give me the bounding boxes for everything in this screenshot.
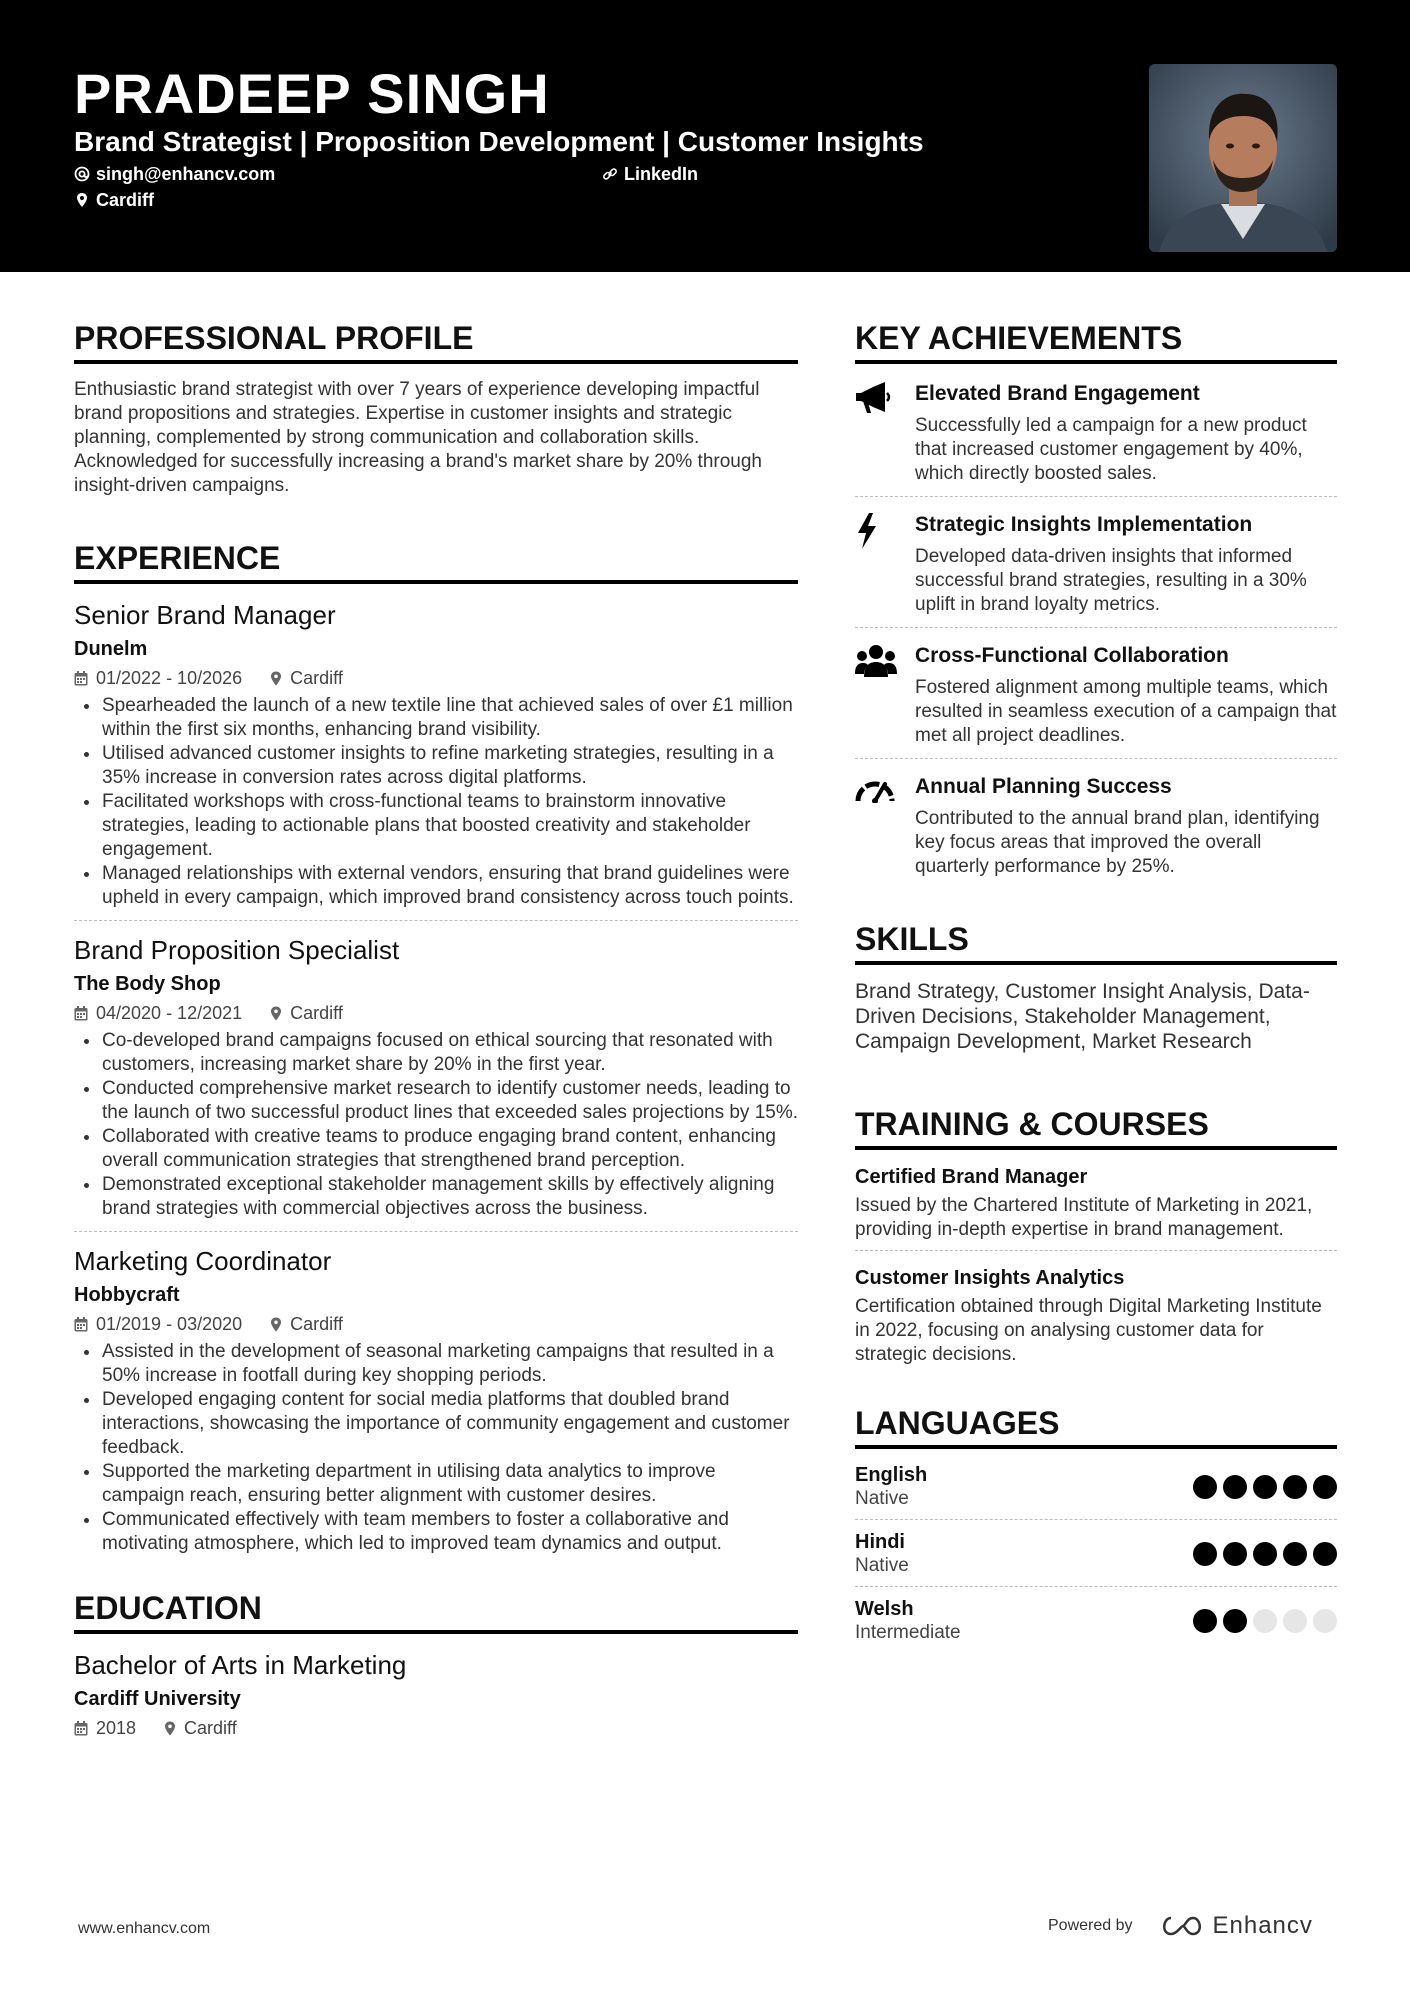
language-level: Intermediate (855, 1622, 961, 1643)
rating-dot-filled (1253, 1475, 1277, 1499)
rating-dot-filled (1253, 1542, 1277, 1566)
education-heading: EDUCATION (74, 1588, 798, 1634)
rating-dot-filled (1223, 1542, 1247, 1566)
megaphone-icon (855, 382, 891, 414)
language-rating (1187, 1542, 1337, 1566)
profile-section (74, 318, 798, 498)
resume-header (0, 0, 1410, 272)
achievement-desc: Fostered alignment among multiple teams, which resulted in seamless execution of a campaign that met all project deadlines. (915, 677, 1337, 746)
lightning-icon (855, 513, 879, 549)
achievement-desc: Successfully led a campaign for a new product that increased customer engagement by 40%, which directly boosted sales. (915, 415, 1307, 484)
footer-website[interactable]: www.enhancv.com (78, 1920, 211, 1937)
achievement-item (855, 378, 1337, 497)
course-desc: Issued by the Chartered Institute of Marketing in 2021, providing in-depth expertise in brand management. (855, 1195, 1313, 1240)
language-level: Native (855, 1555, 909, 1576)
right-column (855, 318, 1337, 1663)
email-contact[interactable] (74, 162, 275, 186)
job-role: Marketing Coordinator (74, 1246, 332, 1276)
job-dates (74, 1001, 242, 1025)
rating-dot-empty (1253, 1609, 1277, 1633)
job-role: Brand Proposition Specialist (74, 935, 400, 965)
calendar-icon (74, 1006, 88, 1021)
job-entry (74, 598, 798, 921)
job-bullet: Managed relationships with external vendors, ensuring that brand guidelines were upheld in every campaign, which improved brand consistency across touch points. (74, 862, 798, 910)
job-meta (74, 1001, 798, 1025)
education-location (164, 1716, 237, 1740)
location-pin-icon (270, 1317, 282, 1332)
enhancv-logo-icon (1159, 1914, 1205, 1938)
job-bullet: Developed engaging content for social media platforms that doubled brand interactions, showcasing the importance of community engagement and customer feedback. (74, 1388, 798, 1460)
language-name: English (855, 1464, 928, 1486)
language-info (855, 1463, 927, 1511)
achievement-title: Strategic Insights Implementation (915, 513, 1253, 536)
candidate-name: PRADEEP SINGH (74, 62, 550, 125)
skills-text: Brand Strategy, Customer Insight Analysis, Data-Driven Decisions, Stakeholder Management, Campaign Development, Market Research (855, 980, 1310, 1053)
rating-dot-filled (1223, 1475, 1247, 1499)
job-meta (74, 666, 798, 690)
language-info (855, 1530, 909, 1578)
training-heading: TRAINING & COURSES (855, 1104, 1337, 1150)
job-entry (74, 933, 798, 1232)
at-icon (74, 166, 90, 182)
language-name: Welsh (855, 1598, 914, 1620)
job-bullet: Spearheaded the launch of a new textile line that achieved sales of over £1 million within the first six months, enhancing brand visibility. (74, 694, 798, 742)
job-location (270, 1312, 343, 1336)
language-name: Hindi (855, 1531, 905, 1553)
users-icon (855, 644, 897, 678)
job-bullet: Assisted in the development of seasonal marketing campaigns that resulted in a 50% increase in footfall during key shopping periods. (74, 1340, 798, 1388)
location-pin-icon (74, 192, 90, 208)
profile-text: Enthusiastic brand strategist with over 7 years of experience developing impactful brand propositions and strategies. Expertise in customer insights and strategic planning, complemented by strong communication and collaboration skills. Acknowledged for successfully increasing a brand's market share by 20% through insight-driven campaigns. (74, 379, 762, 496)
achievement-title: Elevated Brand Engagement (915, 382, 1200, 405)
achievement-desc: Developed data-driven insights that informed successful brand strategies, resulting in a 30% uplift in brand loyalty metrics. (915, 546, 1307, 615)
job-company: Dunelm (74, 638, 148, 660)
education-year-text: 2018 (96, 1718, 137, 1738)
achievement-icon-wrap (855, 511, 915, 617)
job-location-text: Cardiff (290, 1314, 343, 1334)
languages-section (855, 1403, 1337, 1653)
languages-heading: LANGUAGES (855, 1403, 1337, 1449)
location-pin-icon (270, 671, 282, 686)
achievement-icon-wrap (855, 642, 915, 748)
job-dates (74, 666, 242, 690)
course-title: Certified Brand Manager (855, 1166, 1088, 1188)
location-contact (74, 188, 154, 212)
rating-dot-empty (1313, 1609, 1337, 1633)
language-item (855, 1597, 1337, 1653)
experience-heading: EXPERIENCE (74, 538, 798, 584)
job-dates-text: 01/2022 - 10/2026 (96, 668, 243, 688)
training-section (855, 1104, 1337, 1375)
course-item (855, 1164, 1337, 1251)
achievement-body (915, 511, 1337, 617)
rating-dot-filled (1283, 1475, 1307, 1499)
location-pin-icon (164, 1721, 176, 1736)
email-text: singh@enhancv.com (96, 164, 276, 184)
experience-section (74, 538, 798, 1566)
job-location-text: Cardiff (290, 668, 343, 688)
profile-heading: PROFESSIONAL PROFILE (74, 318, 798, 364)
job-bullet: Supported the marketing department in utilising data analytics to improve campaign reach, ensuring better alignment with customer desires. (74, 1460, 798, 1508)
candidate-title: Brand Strategist | Proposition Development | Customer Insights (74, 126, 924, 157)
footer-branding (1048, 1912, 1313, 1940)
job-company: Hobbycraft (74, 1284, 180, 1306)
job-location (270, 666, 343, 690)
linkedin-text: LinkedIn (624, 164, 699, 184)
education-location-text: Cardiff (184, 1718, 237, 1738)
job-bullet: Conducted comprehensive market research to identify customer needs, leading to the launch of two successful product lines that exceeded sales projections by 15%. (74, 1077, 798, 1125)
calendar-icon (74, 1317, 88, 1332)
course-title: Customer Insights Analytics (855, 1267, 1125, 1289)
job-bullets (74, 1029, 798, 1221)
education-section (74, 1588, 798, 1740)
job-company: The Body Shop (74, 973, 221, 995)
rating-dot-filled (1283, 1542, 1307, 1566)
education-year (74, 1716, 136, 1740)
link-icon (602, 166, 618, 182)
achievement-desc: Contributed to the annual brand plan, identifying key focus areas that improved the overall quarterly performance by 25%. (915, 808, 1320, 877)
job-bullet: Collaborated with creative teams to produce engaging brand content, enhancing overall communication strategies that strengthened brand perception. (74, 1125, 798, 1173)
language-info (855, 1597, 961, 1645)
rating-dot-filled (1313, 1475, 1337, 1499)
location-text: Cardiff (96, 190, 154, 210)
job-dates (74, 1312, 242, 1336)
rating-dot-filled (1223, 1609, 1247, 1633)
job-bullet: Demonstrated exceptional stakeholder management skills by effectively aligning brand strategies with commercial objectives across the business. (74, 1173, 798, 1221)
achievements-section (855, 318, 1337, 889)
linkedin-link[interactable] (602, 162, 698, 186)
powered-by-text: Powered by (1048, 1917, 1133, 1934)
course-item (855, 1265, 1337, 1375)
language-level: Native (855, 1488, 909, 1509)
rating-dot-filled (1193, 1475, 1217, 1499)
achievement-icon-wrap (855, 773, 915, 879)
calendar-icon (74, 1721, 88, 1736)
job-meta (74, 1312, 798, 1336)
achievement-body (915, 773, 1337, 879)
achievement-body (915, 642, 1337, 748)
language-rating (1187, 1609, 1337, 1633)
course-desc: Certification obtained through Digital Marketing Institute in 2022, focusing on analysing customer data for strategic decisions. (855, 1296, 1322, 1365)
job-bullets (74, 694, 798, 910)
job-location (270, 1001, 343, 1025)
skills-heading: SKILLS (855, 919, 1337, 965)
job-bullet: Communicated effectively with team members to foster a collaborative and motivating atmosphere, which led to improved team dynamics and output. (74, 1508, 798, 1556)
achievement-item (855, 640, 1337, 759)
education-school: Cardiff University (74, 1688, 241, 1710)
achievement-title: Cross-Functional Collaboration (915, 644, 1229, 667)
job-bullets (74, 1340, 798, 1556)
job-dates-text: 04/2020 - 12/2021 (96, 1003, 243, 1023)
rating-dot-empty (1283, 1609, 1307, 1633)
achievements-heading: KEY ACHIEVEMENTS (855, 318, 1337, 364)
calendar-icon (74, 671, 88, 686)
job-dates-text: 01/2019 - 03/2020 (96, 1314, 243, 1334)
profile-photo (1149, 64, 1337, 252)
achievement-item (855, 771, 1337, 889)
language-rating (1187, 1475, 1337, 1499)
job-location-text: Cardiff (290, 1003, 343, 1023)
job-bullet: Utilised advanced customer insights to refine marketing strategies, resulting in a 35% increase in conversion rates across digital platforms. (74, 742, 798, 790)
job-bullet: Facilitated workshops with cross-functional teams to brainstorm innovative strategies, leading to actionable plans that boosted creativity and stakeholder engagement. (74, 790, 798, 862)
achievement-icon-wrap (855, 380, 915, 486)
rating-dot-filled (1193, 1609, 1217, 1633)
brand-name: Enhancv (1212, 1912, 1313, 1939)
language-item (855, 1530, 1337, 1587)
job-role: Senior Brand Manager (74, 600, 336, 630)
achievement-body (915, 380, 1337, 486)
left-column (74, 318, 798, 1744)
education-degree: Bachelor of Arts in Marketing (74, 1650, 407, 1680)
rating-dot-filled (1193, 1542, 1217, 1566)
achievement-item (855, 509, 1337, 628)
achievement-title: Annual Planning Success (915, 775, 1172, 798)
skills-section (855, 919, 1337, 1054)
language-item (855, 1463, 1337, 1520)
rating-dot-filled (1313, 1542, 1337, 1566)
job-bullet: Co-developed brand campaigns focused on ethical sourcing that resonated with customers, increasing market share by 20% in the first year. (74, 1029, 798, 1077)
job-entry (74, 1244, 798, 1566)
education-meta (74, 1716, 798, 1740)
location-pin-icon (270, 1006, 282, 1021)
gauge-icon (855, 775, 895, 803)
